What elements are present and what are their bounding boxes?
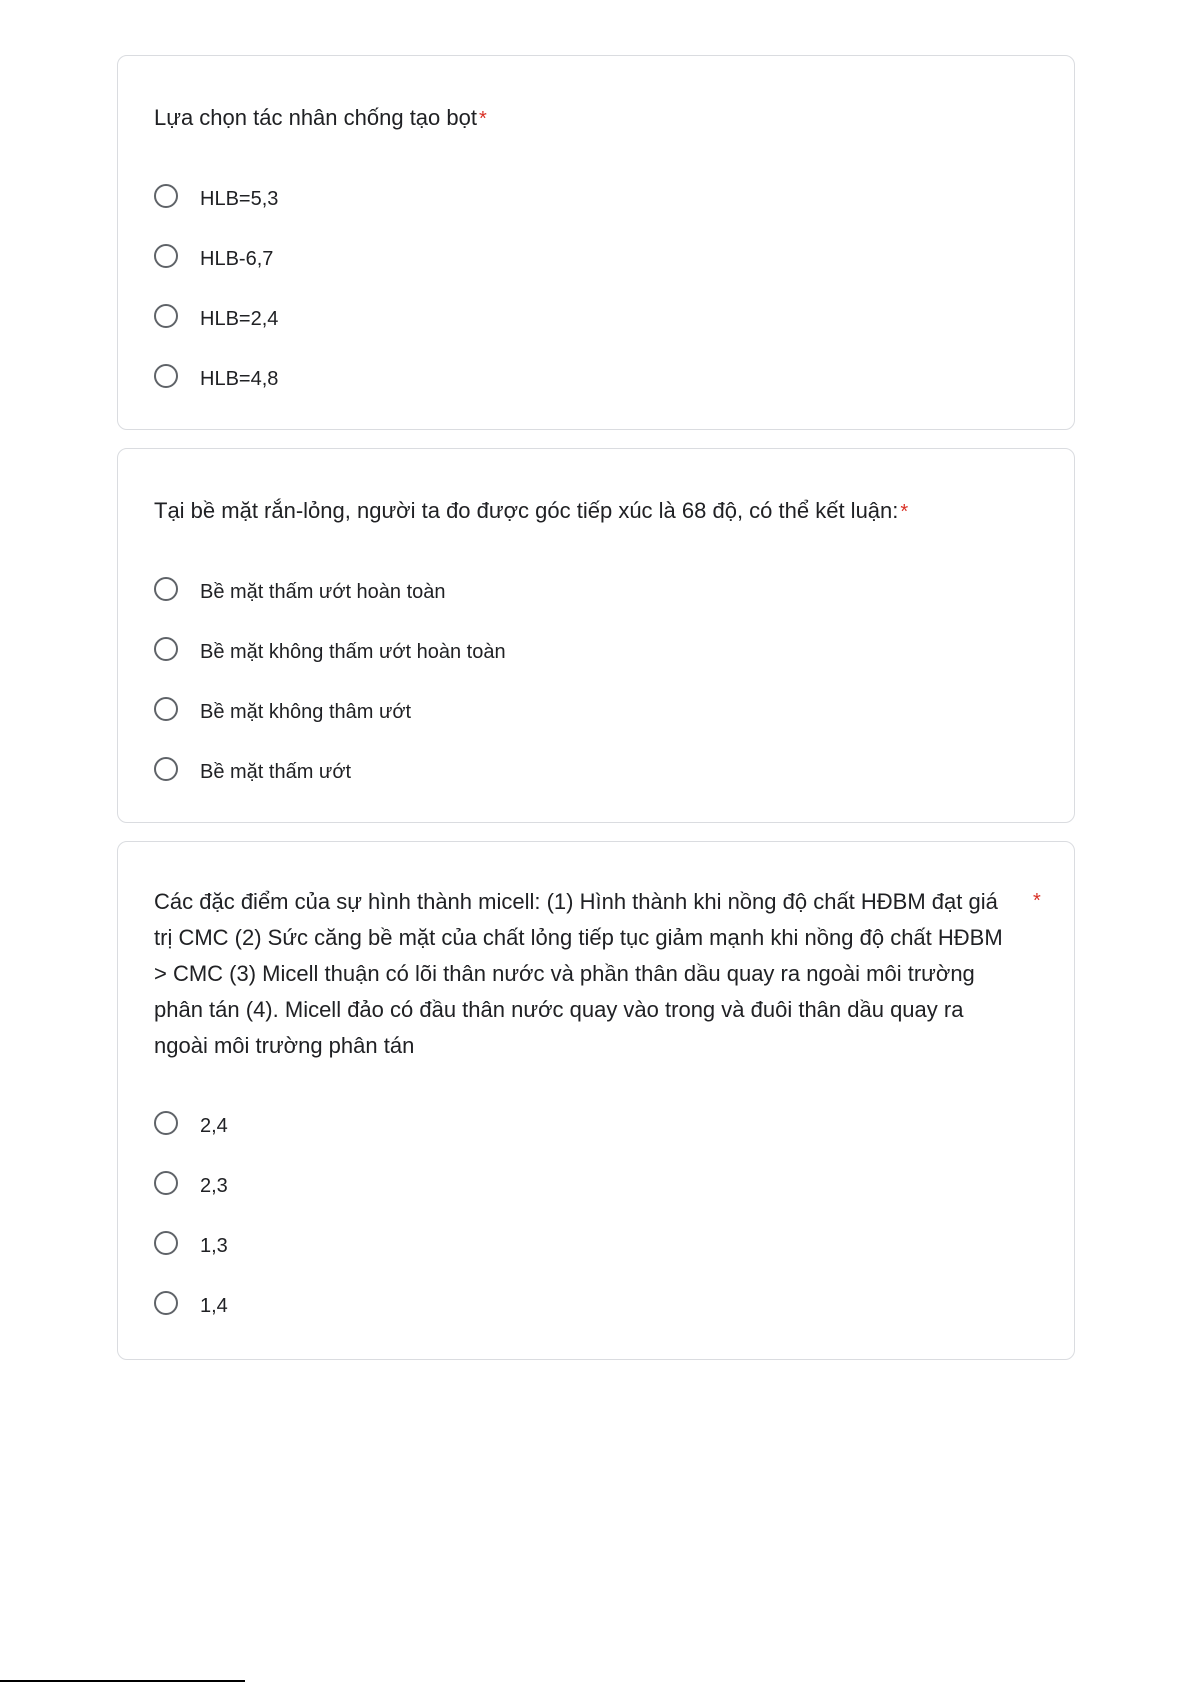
required-asterisk: * <box>478 108 487 130</box>
radio-button[interactable] <box>154 304 178 328</box>
option-label: 1,3 <box>200 1234 228 1257</box>
question-text: Tại bề mặt rắn-lỏng, người ta đo được góc tiếp xúc là 68 độ, có thể kết luận: <box>154 498 899 523</box>
option-item[interactable] <box>154 1273 228 1333</box>
option-item[interactable] <box>154 619 506 679</box>
radio-button[interactable] <box>154 577 178 601</box>
option-item[interactable] <box>154 559 506 619</box>
question-title <box>154 884 1014 1064</box>
option-label: Bề mặt không thấm ướt hoàn toàn <box>200 640 506 663</box>
radio-button[interactable] <box>154 1171 178 1195</box>
option-item[interactable] <box>154 346 278 406</box>
radio-button[interactable] <box>154 637 178 661</box>
option-item[interactable] <box>154 1153 228 1213</box>
required-asterisk: * <box>900 501 909 523</box>
radio-button[interactable] <box>154 184 178 208</box>
option-label: HLB=5,3 <box>200 187 279 210</box>
option-item[interactable] <box>154 1093 228 1153</box>
option-list <box>154 559 506 799</box>
page-footer-divider <box>0 1680 245 1682</box>
question-card-3 <box>117 841 1075 1360</box>
option-list <box>154 1093 228 1333</box>
option-item[interactable] <box>154 679 506 739</box>
question-text: Lựa chọn tác nhân chống tạo bọt <box>154 105 477 130</box>
option-label: 2,3 <box>200 1174 228 1197</box>
option-item[interactable] <box>154 226 278 286</box>
question-card-2 <box>117 448 1075 823</box>
option-label: HLB=4,8 <box>200 367 279 390</box>
option-list <box>154 166 278 406</box>
option-label: Bề mặt thấm ướt hoàn toàn <box>200 580 446 603</box>
question-text: Các đặc điểm của sự hình thành micell: (1) Hình thành khi nồng độ chất HĐBM đạt giá trị CMC (2) Sức căng bề mặt của chất lỏng tiếp tục giảm mạnh khi nồng độ chất HĐBM > CMC (3) Micell thuận có lõi thân nước và phần thân dầu quay ra ngoài môi trường phân tán (4). Micell đảo có đầu thân nước quay vào trong và đuôi thân dầu quay ra ngoài môi trường phân tán <box>154 889 1003 1058</box>
option-item[interactable] <box>154 166 278 226</box>
option-label: Bề mặt thấm ướt <box>200 760 351 783</box>
option-label: Bề mặt không thâm ướt <box>200 700 412 723</box>
radio-button[interactable] <box>154 757 178 781</box>
option-label: HLB=2,4 <box>200 307 279 330</box>
option-item[interactable] <box>154 286 278 346</box>
radio-button[interactable] <box>154 697 178 721</box>
radio-button[interactable] <box>154 1231 178 1255</box>
radio-button[interactable] <box>154 244 178 268</box>
question-card-1 <box>117 55 1075 430</box>
option-item[interactable] <box>154 739 506 799</box>
option-label: 1,4 <box>200 1294 228 1317</box>
radio-button[interactable] <box>154 364 178 388</box>
option-label: 2,4 <box>200 1114 228 1137</box>
question-title <box>154 100 487 137</box>
radio-button[interactable] <box>154 1291 178 1315</box>
required-asterisk: * <box>1033 890 1041 912</box>
option-label: HLB-6,7 <box>200 247 274 270</box>
question-title <box>154 493 908 530</box>
option-item[interactable] <box>154 1213 228 1273</box>
radio-button[interactable] <box>154 1111 178 1135</box>
